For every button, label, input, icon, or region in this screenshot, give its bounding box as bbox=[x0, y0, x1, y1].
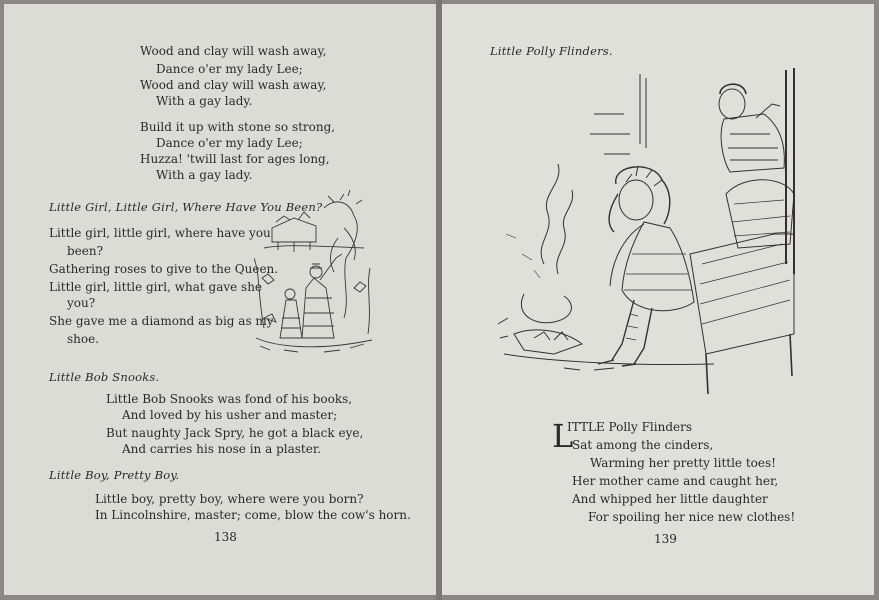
left-page bbox=[4, 4, 436, 595]
verse-line: shoe. bbox=[67, 332, 100, 346]
verse-line: Dance o'er my lady Lee; bbox=[156, 62, 303, 76]
poem-title: Little Bob Snooks. bbox=[49, 370, 160, 384]
verse-line: Warming her pretty little toes! bbox=[590, 456, 776, 470]
verse-line: And whipped her little daughter bbox=[572, 492, 768, 506]
poem-title: Little Girl, Little Girl, Where Have You Been? bbox=[49, 200, 323, 214]
verse-line: Sat among the cinders, bbox=[572, 438, 714, 452]
verse-line: And loved by his usher and master; bbox=[122, 408, 338, 422]
verse-line: Huzza! 'twill last for ages long, bbox=[140, 152, 330, 166]
verse-line: But naughty Jack Spry, he got a black eye, bbox=[106, 426, 364, 440]
verse-line: She gave me a diamond as big as my bbox=[49, 314, 274, 328]
verse-line: In Lincolnshire, master; come, blow the cow's horn. bbox=[95, 508, 411, 522]
drop-cap: L bbox=[552, 417, 574, 455]
verse-line: Dance o'er my lady Lee; bbox=[156, 136, 303, 150]
verse-line: With a gay lady. bbox=[156, 94, 253, 108]
verse-line: With a gay lady. bbox=[156, 168, 253, 182]
verse-line: ITTLE Polly Flinders bbox=[567, 420, 693, 434]
page-number: 139 bbox=[654, 532, 677, 546]
right-page bbox=[442, 4, 874, 595]
verse-line: Little Bob Snooks was fond of his books, bbox=[106, 392, 353, 406]
poem-title: Little Polly Flinders. bbox=[490, 44, 613, 58]
verse-line: Wood and clay will wash away, bbox=[140, 44, 327, 58]
verse-line: For spoiling her nice new clothes! bbox=[588, 510, 796, 524]
verse-line: Little girl, little girl, what gave she bbox=[49, 280, 263, 294]
verse-line: you? bbox=[67, 296, 96, 310]
page-number: 138 bbox=[214, 530, 237, 544]
verse-line: Little girl, little girl, where have you bbox=[49, 226, 271, 240]
verse-line: Little boy, pretty boy, where were you born? bbox=[95, 492, 364, 506]
polly-flinders-illustration bbox=[494, 64, 834, 404]
rose-garden-illustration bbox=[254, 188, 374, 358]
poem-title: Little Boy, Pretty Boy. bbox=[49, 468, 180, 482]
verse-line: Build it up with stone so strong, bbox=[140, 120, 336, 134]
verse-line: Wood and clay will wash away, bbox=[140, 78, 327, 92]
verse-line: Gathering roses to give to the Queen. bbox=[49, 262, 279, 276]
verse-line: been? bbox=[67, 244, 104, 258]
verse-line: Her mother came and caught her, bbox=[572, 474, 779, 488]
verse-line: And carries his nose in a plaster. bbox=[122, 442, 322, 456]
